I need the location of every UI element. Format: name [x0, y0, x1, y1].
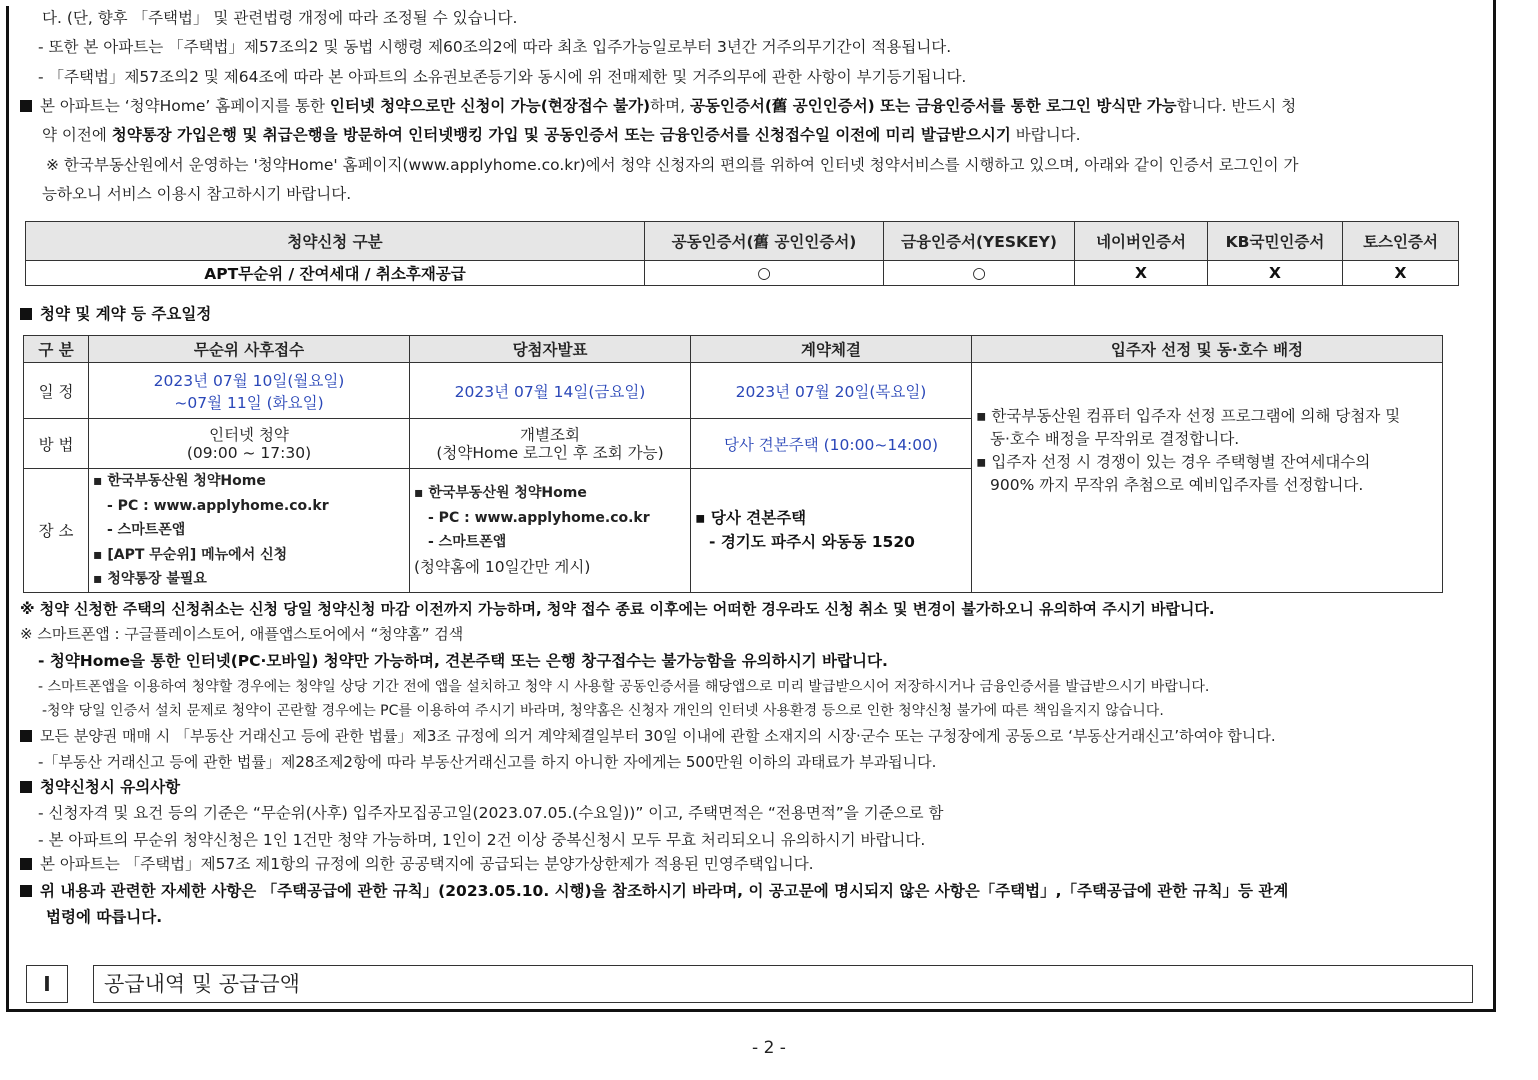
schedule-date: 2023년 07월 10일(월요일) ~07월 11일 (화요일)	[89, 363, 410, 419]
caution-line: - 신청자격 및 요건 등의 기준은 “무순위(사후) 입주자모집공고일(2023.07.05.(수요일))” 이고, 주택면적은 “전용면적”을 기준으로 함	[38, 804, 944, 822]
cert-header: 토스인증서	[1343, 222, 1459, 261]
schedule-date: 2023년 07월 14일(금요일)	[410, 363, 691, 419]
row-label: 장 소	[24, 469, 89, 593]
cert-cell: APT무순위 / 잔여세대 / 취소후재공급	[26, 261, 645, 286]
cert-table	[25, 221, 1459, 286]
schedule-heading: 청약 및 계약 등 주요일정	[20, 304, 211, 324]
schedule-header: 무순위 사후접수	[89, 336, 410, 363]
bullet-square-icon	[20, 100, 32, 112]
cert-cell: ○	[884, 261, 1075, 286]
cert-cell: X	[1343, 261, 1459, 286]
place-cell: ▪ 한국부동산원 청약Home - PC : www.applyhome.co.kr - 스마트폰앱 ▪ [APT 무순위] 메뉴에서 신청 ▪ 청약통장 불필요	[89, 469, 410, 593]
text-line: - 또한 본 아파트는 「주택법」제57조의2 및 동법 시행령 제60조의2에 따라 최초 입주가능일로부터 3년간 거주의무기간이 적용됩니다.	[38, 38, 952, 56]
note-line: ※ 한국부동산원에서 운영하는 '청약Home' 홈페이지(www.applyhome.co.kr)에서 청약 신청자의 편의를 위하여 인터넷 청약서비스를 시행하고 있으며, 아래와 같이 인증서 로그인이 가	[46, 156, 1299, 174]
schedule-table	[23, 335, 1443, 593]
cert-cell: ○	[645, 261, 884, 286]
note-penalty: -「부동산 거래신고 등에 관한 법률」제28조제2항에 따라 부동산거래신고를 하지 아니한 자에게는 500만원 이하의 과태료가 부과됩니다.	[38, 753, 937, 771]
place-cell: ▪ 당사 견본주택 - 경기도 파주시 와동동 1520	[691, 469, 972, 593]
schedule-header: 입주자 선정 및 동·호수 배정	[972, 336, 1443, 363]
bullet-square-icon	[20, 885, 32, 897]
bullet-square-icon	[20, 308, 32, 320]
note-app: ※ 스마트폰앱 : 구글플레이스토어, 애플앱스토어에서 “청약홈” 검색	[20, 625, 464, 643]
place-cell: ▪ 한국부동산원 청약Home - PC : www.applyhome.co.kr - 스마트폰앱 (청약홈에 10일간만 게시)	[410, 469, 691, 593]
cert-header: KB국민인증서	[1208, 222, 1343, 261]
note-regulation: 위 내용과 관련한 자세한 사항은 「주택공급에 관한 규칙」(2023.05.10. 시행)을 참조하시기 바라며, 이 공고문에 명시되지 않은 사항은「주택법」,「주택공급에 관한 규칙」등 관계	[20, 881, 1288, 901]
bullet-square-icon	[20, 730, 32, 742]
cert-header: 공동인증서(舊 공인인증서)	[645, 222, 884, 261]
note-transaction: 모든 분양권 매매 시 「부동산 거래신고 등에 관한 법률」제3조 규정에 의거 계약체결일부터 30일 이내에 관할 소재지의 시장·군수 또는 구청장에게 공동으로 ‘부동산거래신고’하여야 합니다.	[20, 726, 1276, 746]
selection-cell: ▪ 한국부동산원 컴퓨터 입주자 선정 프로그램에 의해 당첨자 및 동·호수 배정을 무작위로 결정합니다. ▪ 입주자 선정 시 경쟁이 있는 경우 주택형별 잔여세대수의 900% 까지 무작위 추첨으로 예비입주자를 선정합니다.	[972, 363, 1443, 593]
text-line: - 「주택법」제57조의2 및 제64조에 따라 본 아파트의 소유권보존등기와 동시에 위 전매제한 및 거주의무에 관한 사항이 부기등기됩니다.	[38, 68, 967, 86]
schedule-header: 계약체결	[691, 336, 972, 363]
note-line: 능하오니 서비스 이용시 참고하시기 바랍니다.	[42, 185, 352, 203]
row-label: 방 법	[24, 419, 89, 469]
note-cancel: ※ 청약 신청한 주택의 신청취소는 신청 당일 청약신청 마감 이전까지 가능하며, 청약 접수 종료 이후에는 어떠한 경우라도 신청 취소 및 변경이 불가하오니 유의하여 주시기 바랍니다.	[20, 600, 1215, 618]
note-price-cap: 본 아파트는 「주택법」제57조 제1항의 규정에 의한 공공택지에 공급되는 분양가상한제가 적용된 민영주택입니다.	[20, 854, 814, 874]
cert-header: 청약신청 구분	[26, 222, 645, 261]
section-title: 공급내역 및 공급금액	[93, 965, 1473, 1003]
note-internet-only: - 청약Home을 통한 인터넷(PC·모바일) 청약만 가능하며, 견본주택 또는 은행 창구접수는 불가능함을 유의하시기 바랍니다.	[38, 652, 888, 670]
cert-cell: X	[1075, 261, 1208, 286]
cert-header: 네이버인증서	[1075, 222, 1208, 261]
caution-line: - 본 아파트의 무순위 청약신청은 1인 1건만 청약 가능하며, 1인이 2건 이상 중복신청시 모두 무효 처리되오니 유의하시기 바랍니다.	[38, 831, 926, 849]
note-cert-problem: -청약 당일 인증서 설치 문제로 청약이 곤란할 경우에는 PC를 이용하여 주시기 바라며, 청약홈은 신청자 개인의 인터넷 사용환경 등으로 인한 청약신청 불가에 따른 책임을지지 않습니다.	[42, 703, 1164, 719]
cert-header: 금융인증서(YESKEY)	[884, 222, 1075, 261]
schedule-date: 2023년 07월 20일(목요일)	[691, 363, 972, 419]
bullet-square-icon	[20, 781, 32, 793]
frame-edge	[1493, 0, 1496, 10]
schedule-method: 개별조회 (청약Home 로그인 후 조회 가능)	[410, 419, 691, 469]
schedule-method: 당사 견본주택 (10:00~14:00)	[691, 419, 972, 469]
caution-heading: 청약신청시 유의사항	[20, 777, 180, 797]
text-line: 다. (단, 향후 「주택법」 및 관련법령 개정에 따라 조정될 수 있습니다.	[42, 9, 518, 27]
bullet-square-icon	[20, 858, 32, 870]
internet-notice-line2: 약 이전에 청약통장 가입은행 및 취급은행을 방문하여 인터넷뱅킹 가입 및 공동인증서 또는 금융인증서를 신청접수일 이전에 미리 발급받으시기 바랍니다.	[42, 126, 1081, 144]
section-number: I	[26, 965, 68, 1003]
internet-notice: 본 아파트는 ‘청약Home’ 홈페이지를 통한 인터넷 청약으로만 신청이 가능(현장접수 불가)하며, 공동인증서(舊 공인인증서) 또는 금융인증서를 통한 로그인 방식만 가능합니다. 반드시 청	[20, 96, 1296, 116]
note-regulation-cont: 법령에 따릅니다.	[46, 908, 163, 926]
schedule-method: 인터넷 청약 (09:00 ~ 17:30)	[89, 419, 410, 469]
page-number: - 2 -	[752, 1038, 786, 1058]
schedule-header: 구 분	[24, 336, 89, 363]
cert-cell: X	[1208, 261, 1343, 286]
row-label: 일 정	[24, 363, 89, 419]
schedule-header: 당첨자발표	[410, 336, 691, 363]
note-smartphone: - 스마트폰앱을 이용하여 청약할 경우에는 청약일 상당 기간 전에 앱을 설치하고 청약 시 사용할 공동인증서를 해당앱으로 미리 발급받으시어 저장하시거나 금융인증서를 발급받으시기 바랍니다.	[38, 679, 1210, 695]
